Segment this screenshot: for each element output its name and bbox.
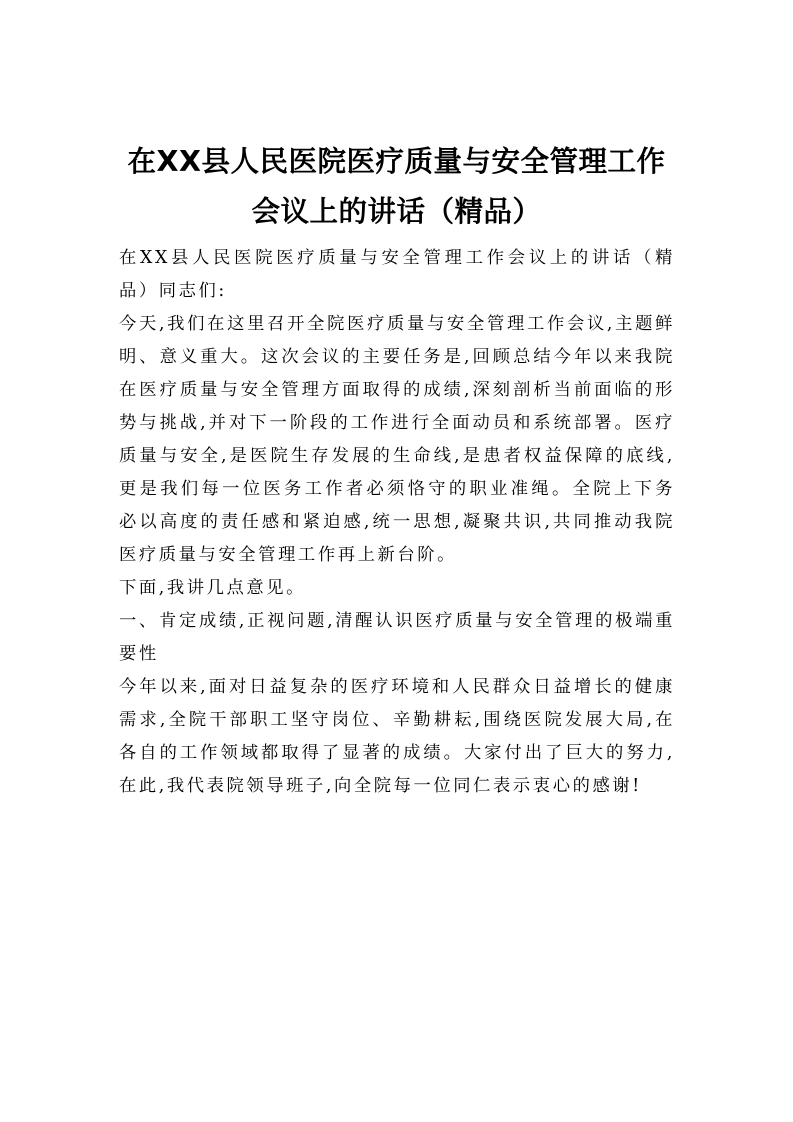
title-line-2: 会议上的讲话（精品） xyxy=(251,195,542,229)
section-heading-1: 一、肯定成绩,正视问题,清醒认识医疗质量与安全管理的极端重要性 xyxy=(119,611,675,664)
paragraph-salutation: 在XX县人民医院医疗质量与安全管理工作会议上的讲话（精品）同志们: xyxy=(119,248,675,301)
document-body xyxy=(119,242,675,803)
paragraph-introduction: 今天,我们在这里召开全院医疗质量与安全管理工作会议,主题鲜明、意义重大。这次会议的主要任务是,回顾总结今年以来我院在医疗质量与安全管理方面取得的成绩,深刻剖析当前面临的形势与挑战,并对下一阶段的工作进行全面动员和系统部署。医疗质量与安全,是医院生存发展的生命线,是患者权益保障的底线,更是我们每一位医务工作者必须恪守的职业准绳。全院上下务必以高度的责任感和紧迫感,统一思想,凝聚共识,共同推动我院医疗质量与安全管理工作再上新台阶。 xyxy=(119,314,675,565)
paragraph-transition: 下面,我讲几点意见。 xyxy=(119,578,307,598)
title-line-1: 在XX县人民医院医疗质量与安全管理工作 xyxy=(127,145,666,179)
paragraph-achievements: 今年以来,面对日益复杂的医疗环境和人民群众日益增长的健康需求,全院干部职工坚守岗位、辛勤耕耘,围绕医院发展大局,在各自的工作领域都取得了显著的成绩。大家付出了巨大的努力,在此,我代表院领导班子,向全院每一位同仁表示衷心的感谢! xyxy=(119,677,675,796)
document-title xyxy=(100,137,693,237)
